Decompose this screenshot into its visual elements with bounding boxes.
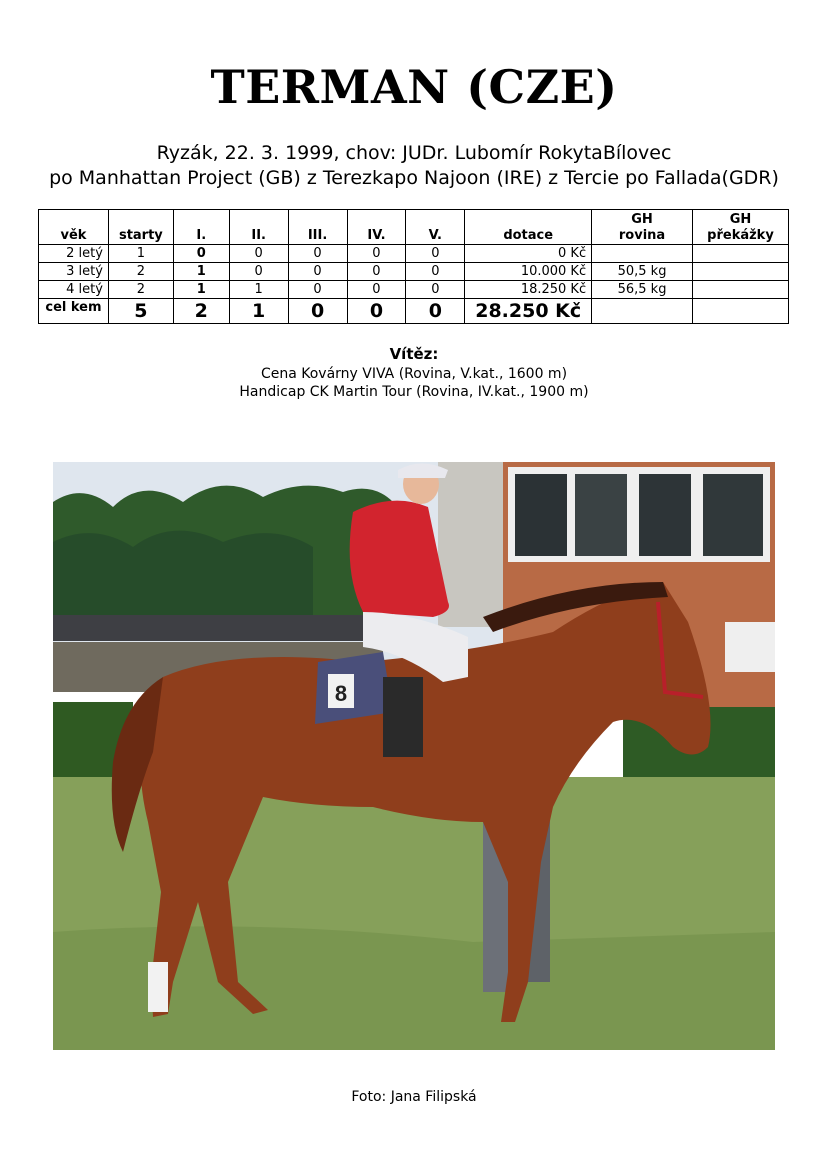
third-place-cell: 0 [288,245,347,263]
age-cell: 3 letý [39,263,109,281]
col-header: IV. [347,210,406,245]
winner-heading: Vítěz: [389,345,439,363]
fourth-place-cell: 0 [347,263,406,281]
winner-race: Handicap CK Martin Tour (Rovina, IV.kat., 1900 m) [239,384,589,400]
horse-photo [53,462,775,1050]
third-place-cell: 0 [288,263,347,281]
prize-cell: 10.000 Kč [465,263,592,281]
second-place-cell: 1 [229,281,288,299]
total-starts: 5 [108,299,173,324]
age-cell: 2 letý [39,245,109,263]
breeding-line: Ryzák, 22. 3. 1999, chov: JUDr. Lubomír RokytaBílovec [156,142,672,164]
col-header: II. [229,210,288,245]
horse-name-title: TERMAN (CZE) [210,60,618,114]
total-first: 2 [173,299,229,324]
prize-cell: 18.250 Kč [465,281,592,299]
pedigree-line: po Manhattan Project (GB) z Terezkapo Najoon (IRE) z Tercie po Fallada(GDR) [49,167,779,189]
saddle-number: 8 [334,681,348,706]
total-third: 0 [288,299,347,324]
photo-credit: Foto: Jana Filipská [351,1089,477,1105]
gh-jump-cell [692,263,788,281]
first-place-cell: 0 [173,245,229,263]
fifth-place-cell: 0 [406,263,465,281]
third-place-cell: 0 [288,281,347,299]
race-record-table [38,209,789,324]
starts-cell: 2 [108,281,173,299]
col-header: V. [406,210,465,245]
table-row [39,281,789,299]
winner-race: Cena Kovárny VIVA (Rovina, V.kat., 1600 m) [260,366,568,382]
starts-cell: 2 [108,263,173,281]
fifth-place-cell: 0 [406,281,465,299]
first-place-cell: 1 [173,263,229,281]
gh-flat-cell: 50,5 kg [592,263,693,281]
first-place-cell: 1 [173,281,229,299]
age-cell: 4 letý [39,281,109,299]
col-header: I. [173,210,229,245]
gh-jump-cell [692,245,788,263]
total-gh-flat [592,299,693,324]
col-header: starty [108,210,173,245]
gh-flat-cell [592,245,693,263]
fourth-place-cell: 0 [347,245,406,263]
table-total-row [39,299,789,324]
table-header-row [39,210,789,245]
col-header: dotace [465,210,592,245]
gh-flat-cell: 56,5 kg [592,281,693,299]
second-place-cell: 0 [229,263,288,281]
table-row [39,263,789,281]
total-label: cel kem [39,299,109,324]
starts-cell: 1 [108,245,173,263]
col-header: GH rovina [592,210,693,245]
col-header: III. [288,210,347,245]
gh-jump-cell [692,281,788,299]
table-row [39,245,789,263]
second-place-cell: 0 [229,245,288,263]
total-prize: 28.250 Kč [465,299,592,324]
prize-cell: 0 Kč [465,245,592,263]
total-fifth: 0 [406,299,465,324]
total-fourth: 0 [347,299,406,324]
fifth-place-cell: 0 [406,245,465,263]
col-header: věk [39,210,109,245]
total-gh-jump [692,299,788,324]
col-header: GH překážky [692,210,788,245]
total-second: 1 [229,299,288,324]
fourth-place-cell: 0 [347,281,406,299]
